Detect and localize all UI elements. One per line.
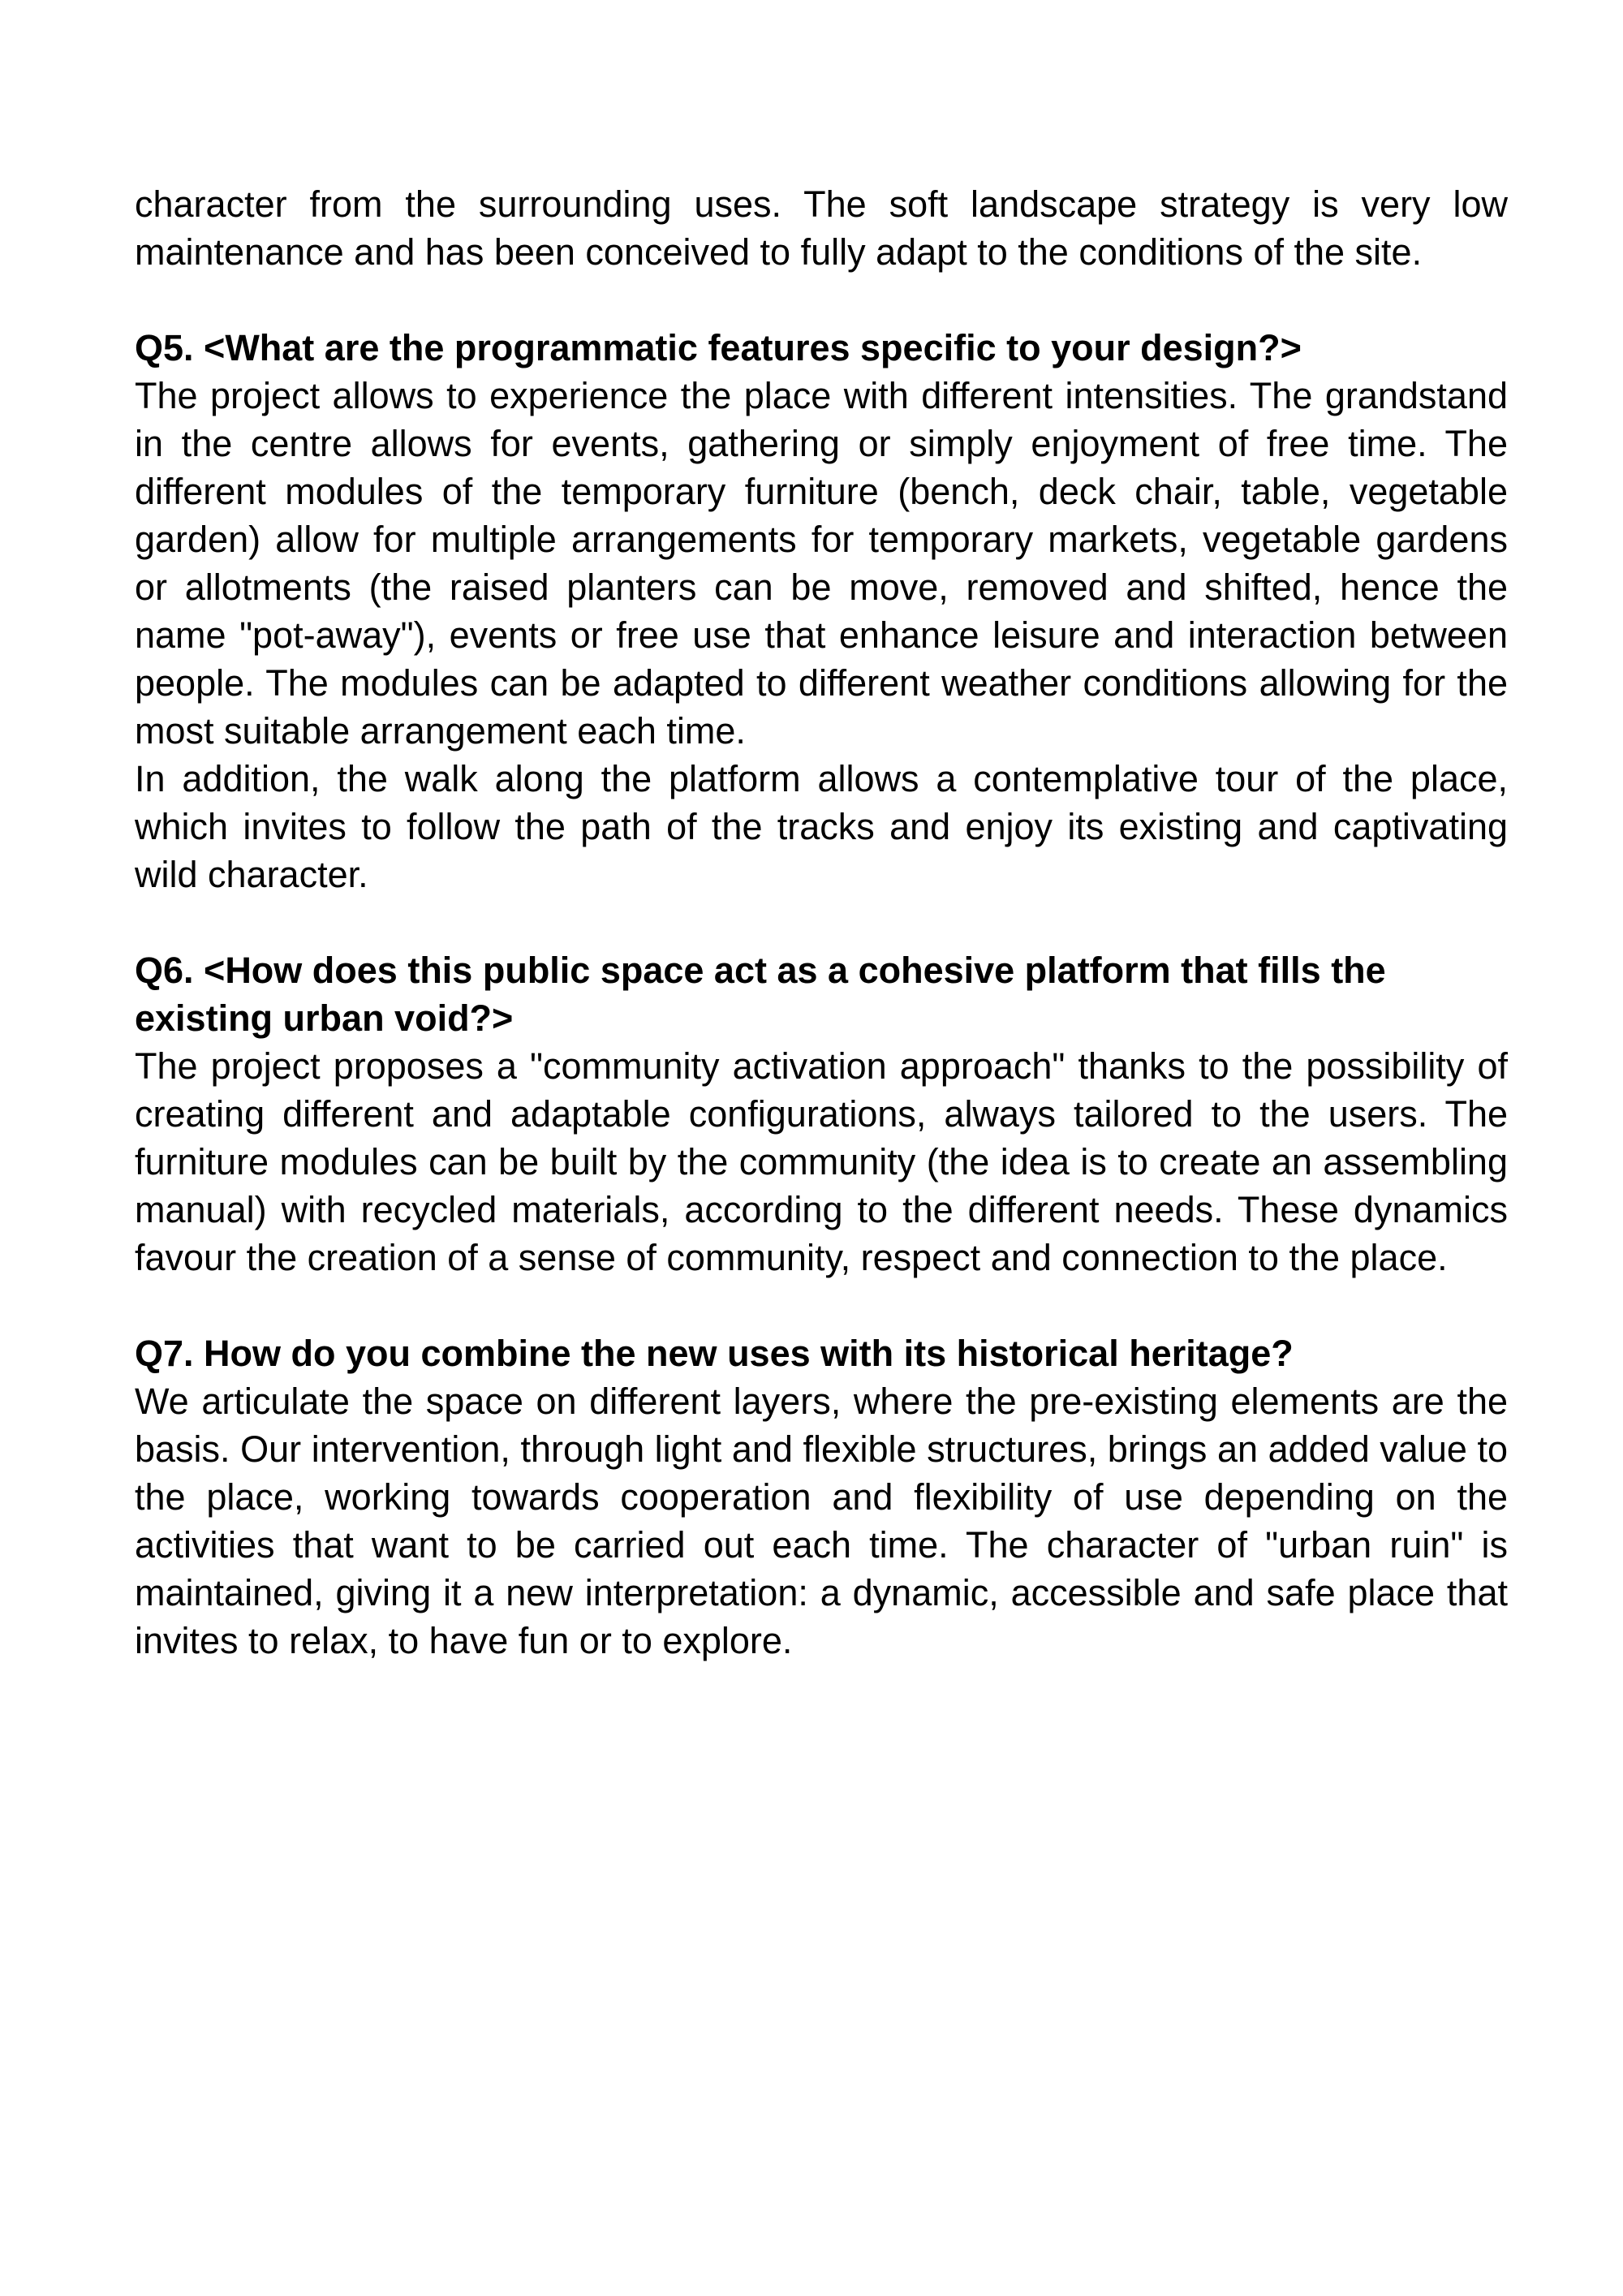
document-page — [135, 180, 1508, 1665]
section-spacer — [135, 1282, 1508, 1329]
q7-heading: Q7. How do you combine the new uses with its historical heritage? — [135, 1333, 1294, 1374]
section-spacer — [135, 898, 1508, 946]
q5-paragraph-2: In addition, the walk along the platform allows a contemplative tour of the place, which invites to follow the path of the tracks and enjoy its existing and captivating wild character. — [135, 758, 1508, 895]
section-spacer — [135, 276, 1508, 324]
section-q6 — [135, 946, 1508, 1282]
q6-heading: Q6. <How does this public space act as a cohesive platform that fills the existing urban void?> — [135, 950, 1386, 1039]
q5-heading: Q5. <What are the programmatic features specific to your design?> — [135, 327, 1302, 368]
q7-paragraph-1: We articulate the space on different layers, where the pre-existing elements are the basis. Our intervention, through light and flexible structures, brings an added value to the place, working towards cooperation and flexibility of use depending on the activities that want to be carried out each time. The character of "urban ruin" is maintained, giving it a new interpretation: a dynamic, accessible and safe place that invites to relax, to have fun or to explore. — [135, 1381, 1508, 1661]
section-q5 — [135, 324, 1508, 898]
q5-paragraph-1: The project allows to experience the place with different intensities. The grandstand in the centre allows for events, gathering or simply enjoyment of free time. The different modules of the temporary furniture (bench, deck chair, table, vegetable garden) allow for multiple arrangements for temporary markets, vegetable gardens or allotments (the raised planters can be move, removed and shifted, hence the name "pot-away"), events or free use that enhance leisure and interaction between people. The modules can be adapted to different weather conditions allowing for the most suitable arrangement each time. — [135, 375, 1508, 752]
section-q7 — [135, 1329, 1508, 1665]
q6-paragraph-1: The project proposes a "community activation approach" thanks to the possibility of creating different and adaptable configurations, always tailored to the users. The furniture modules can be built by the community (the idea is to create an assembling manual) with recycled materials, according to the different needs. These dynamics favour the creation of a sense of community, respect and connection to the place. — [135, 1045, 1508, 1278]
intro-paragraph: character from the surrounding uses. The soft landscape strategy is very low maintenance and has been conceived to fully adapt to the conditions of the site. — [135, 183, 1508, 273]
